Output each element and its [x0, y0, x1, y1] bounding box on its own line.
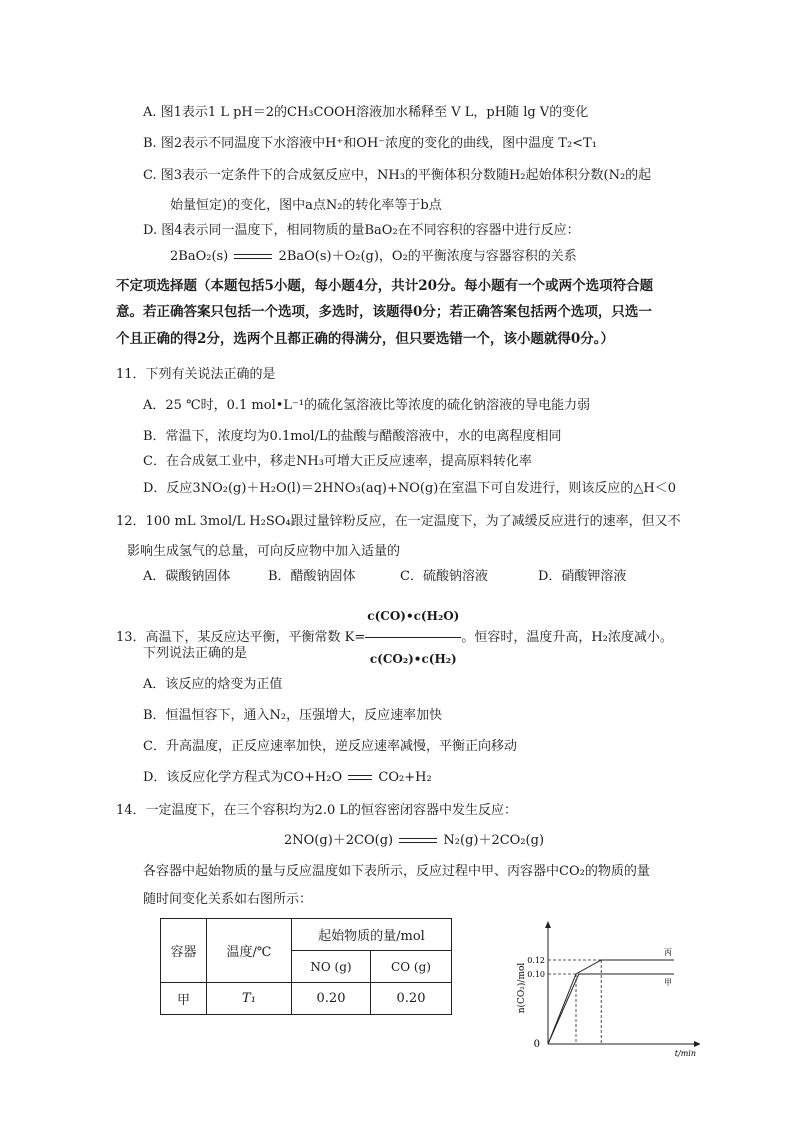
section-instructions-line1: 不定项选择题（本题包括5小题，每小题4分，共计20分。每小题有一个或两个选项符合题 — [116, 278, 654, 294]
q14-equation — [284, 832, 544, 850]
y-axis-arrow-icon — [545, 921, 551, 928]
co2-time-chart — [510, 918, 700, 1068]
table-row — [161, 983, 452, 1015]
q13-d-left: D．该反应化学方程式为CO+H₂O — [143, 770, 343, 785]
option-prev-d-line2 — [170, 248, 577, 266]
q13-option-c: C．升高温度，正反应速率加快，逆反应速率减慢，平衡正向移动 — [143, 739, 517, 754]
q13-stem-a: 13．高温下，某反应达平衡，平衡常数 K= — [116, 630, 366, 645]
y-axis-label: n(CO₂)/mol — [517, 962, 527, 1014]
q11-option-c: C．在合成氨工业中，移走NH₃可增大正反应速率，提高原料转化率 — [143, 454, 532, 469]
q14-description-line1: 各容器中起始物质的量与反应温度如下表所示，反应过程中甲、丙容器中CO₂的物质的量 — [143, 864, 650, 879]
q13-option-d — [143, 769, 432, 787]
section-instructions-line2: 意。若正确答案只包括一个选项，多选时，该题得0分；若正确答案包括两个选项，只选一 — [116, 304, 652, 320]
option-prev-c-line2: 始量恒定)的变化，图中a点N₂的转化率等于b点 — [170, 198, 442, 213]
q13-d-right: CO₂+H₂ — [378, 770, 432, 785]
option-prev-a: A. 图1表示1 L pH＝2的CH₃COOH溶液加水稀释至 V L，pH随 lg V的变化 — [143, 105, 589, 120]
option-prev-d-line1: D. 图4表示同一温度下，相同物质的量BaO₂在不同容积的容器中进行反应： — [143, 223, 580, 238]
q13-option-b: B．恒温恒容下，通入N₂，压强增大，反应速率加快 — [143, 708, 443, 723]
equilibrium-arrow-icon — [348, 774, 372, 782]
q11-option-b: B．常温下，浓度均为0.1mol/L的盐酸与醋酸溶液中，水的电离程度相同 — [143, 429, 562, 444]
q13-stem-b: 。恒容时，温度升高，H₂浓度减小。 — [461, 630, 673, 645]
q11-option-d: D．反应3NO₂(g)＋H₂O(l)＝2HNO₃(aq)+NO(g)在室温下可自发进行，则该反应的△H＜0 — [143, 481, 676, 496]
series-label: 甲 — [664, 978, 672, 987]
cell-co: 0.20 — [371, 983, 452, 1015]
equilibrium-arrow-icon — [399, 837, 437, 845]
header-temperature: 温度/℃ — [207, 919, 292, 983]
q13-stem-line2: 下列说法正确的是 — [143, 646, 248, 661]
header-container: 容器 — [161, 919, 207, 983]
cell-no: 0.20 — [292, 983, 371, 1015]
section-instructions-line3: 个且正确的得2分，选两个且都正确的得满分，但只要选错一个，该小题就得0分。） — [116, 331, 615, 347]
q14-stem: 14．一定温度下，在三个容积均为2.0 L的恒容密闭容器中发生反应： — [116, 803, 517, 818]
equation-right: N₂(g)＋2CO₂(g) — [443, 833, 545, 848]
x-axis-arrow-icon — [694, 1041, 700, 1047]
header-co: CO (g) — [371, 951, 452, 983]
equation-left: 2NO(g)＋2CO(g) — [284, 833, 394, 848]
y-tick-label: 0.12 — [527, 956, 545, 965]
header-initial-amount: 起始物质的量/mol — [292, 919, 452, 951]
equilibrium-arrow-icon — [234, 253, 272, 261]
x-axis-label: t/min — [674, 1049, 696, 1058]
q12-option-a: A．碳酸钠固体 — [143, 569, 231, 584]
series-line — [548, 974, 674, 1044]
option-prev-c-line1: C. 图3表示一定条件下的合成氨反应中，NH₃的平衡体积分数随H₂起始体积分数(N₂的起 — [143, 168, 652, 183]
q13-stem-line1 — [116, 596, 673, 679]
equilibrium-constant-fraction — [365, 596, 461, 679]
q13-option-a: A．该反应的焓变为正值 — [143, 677, 283, 692]
header-no: NO (g) — [292, 951, 371, 983]
cell-temperature: T₁ — [207, 983, 292, 1015]
q12-stem-line1: 12．100 mL 3mol/L H₂SO₄跟过量锌粉反应，在一定温度下，为了减缓反应进行的速率，但又不 — [116, 514, 681, 529]
q14-description-line2: 随时间变化关系如右图所示： — [143, 892, 313, 907]
origin-label: 0 — [533, 1039, 540, 1050]
y-tick-label: 0.10 — [527, 970, 545, 979]
q12-stem-line2: 影响生成氢气的总量，可向反应物中加入适量的 — [127, 544, 401, 559]
option-prev-b: B. 图2表示不同温度下水溶液中H⁺和OH⁻浓度的变化的曲线，图中温度 T₂<T₁ — [143, 136, 597, 151]
q11-option-a: A．25 ℃时，0.1 mol•L⁻¹的硫化氢溶液比等浓度的硫化钠溶液的导电能力弱 — [143, 398, 591, 413]
equation-left: 2BaO₂(s) — [170, 249, 229, 264]
q11-stem: 11．下列有关说法正确的是 — [116, 367, 276, 382]
cell-container: 甲 — [161, 983, 207, 1015]
series-label: 丙 — [664, 948, 672, 957]
fraction-denominator: c(CO₂)•c(H₂) — [369, 652, 457, 666]
fraction-numerator: c(CO)•c(H₂O) — [365, 596, 461, 638]
q12-option-b: B．醋酸钠固体 — [268, 569, 356, 584]
q12-option-d: D．硝酸钾溶液 — [538, 569, 627, 584]
q14-data-table — [160, 918, 452, 1015]
equation-right: 2BaO(s)＋O₂(g)，O₂的平衡浓度与容器容积的关系 — [278, 249, 577, 264]
q12-option-c: C．硫酸钠溶液 — [400, 569, 488, 584]
